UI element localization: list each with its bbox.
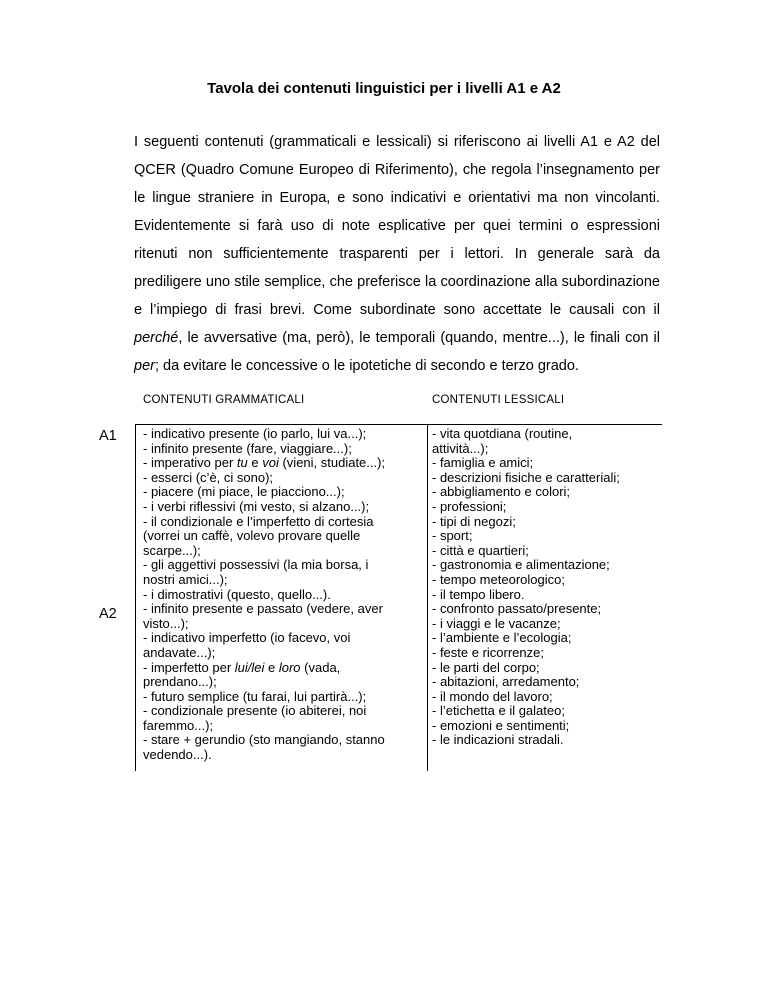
text-segment: - imperfetto per: [143, 659, 235, 675]
intro-text: , le avversative (ma, però), le temporali (quando, mentre...), le finali con il: [178, 330, 660, 346]
grammar-item: - condizionale presente (io abiterei, noi: [143, 703, 367, 719]
italic-term: loro: [278, 659, 301, 675]
lexicon-item: - descrizioni fisiche e caratteriali;: [432, 469, 620, 485]
lexicon-item: - famiglia e amici;: [432, 455, 534, 471]
italic-term: lui/lei: [234, 659, 265, 675]
grammar-item: vedendo...).: [143, 747, 212, 763]
lexicon-item: - emozioni e sentimenti;: [432, 717, 570, 733]
grammar-item: - indicativo imperfetto (io facevo, voi: [143, 630, 351, 646]
level-label-a2: A2: [99, 606, 117, 622]
grammar-item: [143, 661, 425, 676]
grammar-item: - gli aggettivi possessivi (la mia borsa, i: [143, 557, 369, 573]
lexicon-item: - vita quotdiana (routine,: [432, 426, 573, 441]
lexicon-item: - il tempo libero.: [432, 586, 525, 602]
level-label-a1: A1: [99, 428, 117, 444]
text-segment: (vieni, studiate...);: [278, 455, 386, 471]
column-divider: [135, 424, 136, 771]
grammar-item: - indicativo presente (io parlo, lui va...);: [143, 426, 367, 441]
lexicon-item: - i viaggi e le vacanze;: [432, 615, 561, 631]
lexicon-item: - abbigliamento e colori;: [432, 484, 571, 500]
grammar-item: - i dimostrativi (questo, quello...).: [143, 586, 331, 602]
lexicon-item: - professioni;: [432, 498, 507, 514]
lexicon-item: - tipi di negozi;: [432, 513, 516, 529]
grammar-item: (vorrei un caffè, volevo provare quelle: [143, 528, 361, 544]
lexicon-list: [432, 427, 660, 748]
grammar-item: - stare + gerundio (sto mangiando, stanno: [143, 732, 385, 748]
grammar-item: [143, 456, 425, 471]
text-segment: (vada,: [300, 659, 341, 675]
lexicon-item: - confronto passato/presente;: [432, 601, 602, 617]
grammar-item: nostri amici...);: [143, 571, 228, 587]
grammar-item: visto...);: [143, 615, 189, 631]
column-divider: [427, 424, 428, 771]
grammar-item: - il condizionale e l’imperfetto di cortesia: [143, 513, 374, 529]
italic-term: tu: [236, 455, 248, 471]
intro-italic-perche: perché: [134, 330, 179, 346]
grammar-item: prendano...);: [143, 674, 217, 690]
lexicon-item: - il mondo del lavoro;: [432, 688, 553, 704]
intro-italic-per: per: [134, 358, 155, 374]
lexicon-item: - feste e ricorrenze;: [432, 644, 544, 660]
grammar-column-header: CONTENUTI GRAMMATICALI: [143, 394, 305, 406]
lexicon-item: - sport;: [432, 528, 473, 544]
lexicon-item: - abitazioni, arredamento;: [432, 674, 580, 690]
header-divider: [135, 424, 662, 425]
grammar-item: - i verbi riflessivi (mi vesto, si alzano...);: [143, 498, 370, 514]
lexicon-item: - l’ambiente e l’ecologia;: [432, 630, 572, 646]
lexicon-item: - città e quartieri;: [432, 542, 529, 558]
text-segment: e: [264, 659, 279, 675]
grammar-item: - futuro semplice (tu farai, lui partirà...);: [143, 688, 367, 704]
grammar-item: scarpe...);: [143, 542, 201, 558]
lexicon-item: - tempo meteorologico;: [432, 571, 565, 587]
lexicon-item: - l’etichetta e il galateo;: [432, 703, 565, 719]
text-segment: - imperativo per: [143, 455, 237, 471]
document-title: Tavola dei contenuti linguistici per i livelli A1 e A2: [207, 80, 561, 97]
lexicon-item: - le indicazioni stradali.: [432, 732, 564, 748]
grammar-item: - infinito presente (fare, viaggiare...);: [143, 440, 352, 456]
intro-text: ; da evitare le concessive o le ipotetiche di secondo e terzo grado.: [154, 358, 579, 374]
intro-paragraph: [134, 128, 660, 380]
text-segment: e: [247, 455, 263, 471]
grammar-item: andavate...);: [143, 644, 216, 660]
lexicon-column-header: CONTENUTI LESSICALI: [432, 394, 565, 406]
lexicon-item: - le parti del corpo;: [432, 659, 540, 675]
italic-term: voi: [262, 455, 279, 471]
grammar-item: - esserci (c’è, ci sono);: [143, 469, 274, 485]
grammar-item: - piacere (mi piace, le piacciono...);: [143, 484, 345, 500]
lexicon-item: - gastronomia e alimentazione;: [432, 557, 610, 573]
lexicon-item: attività...);: [432, 440, 489, 456]
intro-text: I seguenti contenuti (grammaticali e lessicali) si riferiscono ai livelli A1 e A2 del QCER (Quadro Comune Europeo di Riferimento), che regola l’insegnamento per le lingue straniere in Europa, e sono indicativi e orientativi ma non vincolanti. Evidentemente si farà uso di note esplicative per quei termini o espressioni ritenuti non sufficientemente trasparenti per i lettori. In generale sarà da prediligere uno stile semplice, che preferisce la coordinazione alla subordinazione e l’impiego di frasi brevi. Come subordinate sono accettate le causali con il: [134, 134, 660, 318]
grammar-item: faremmo...);: [143, 717, 214, 733]
grammar-list: [143, 427, 425, 763]
grammar-item: - infinito presente e passato (vedere, aver: [143, 601, 383, 617]
